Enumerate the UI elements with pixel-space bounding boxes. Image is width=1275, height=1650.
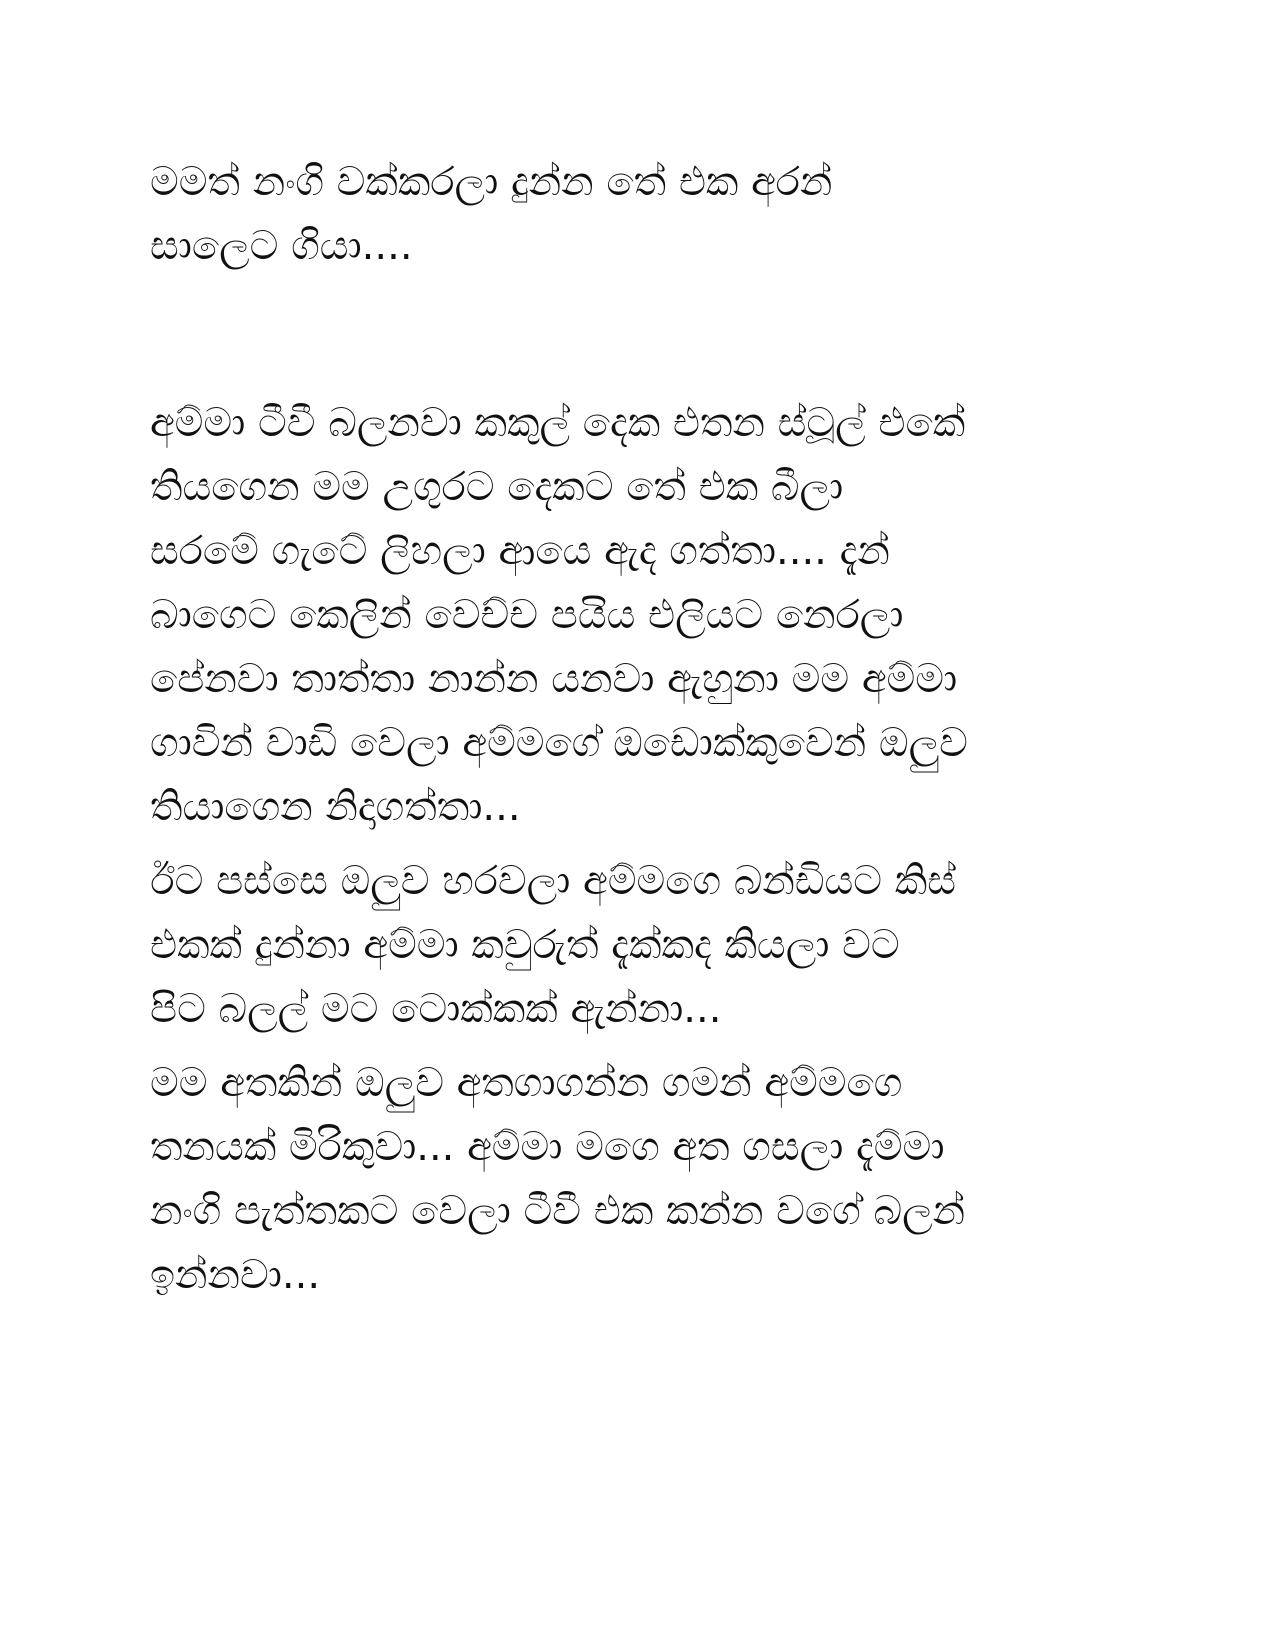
text-line: ඉන්නවා... xyxy=(150,1252,321,1298)
text-line: නංගි පැත්තකට වෙලා ටීවී එක කන්න වගේ බලන් xyxy=(150,1188,966,1234)
paragraph-2 xyxy=(150,391,1140,839)
text-line: මම අතකින් ඔලුව අතගාගන්න ගමන් අම්මගෙ xyxy=(150,1060,903,1106)
text-line: ගාවින් වාඩි වෙලා අම්මගේ ඔඩොක්කුවෙන් ඔලුව xyxy=(150,720,968,766)
text-line: මමත් නංගි වක්කරලා දුන්න තේ එක අරන් xyxy=(150,159,833,205)
text-line: සරමේ ගැටේ ලිහලා ආයෙ ඇද ගත්තා.... දැන් xyxy=(150,528,890,574)
text-line: ඊට පස්සෙ ඔලුව හරවලා අම්මගෙ බන්ඩියට කිස් xyxy=(150,858,956,904)
text-line: තියාගෙන නිදාගත්තා... xyxy=(150,784,521,830)
paragraph-1 xyxy=(150,150,1140,278)
paragraph-3 xyxy=(150,849,1140,1041)
text-line: තියගෙන මම උගුරට දෙකට තේ එක බීලා xyxy=(150,464,844,510)
text-line: එකක් දුන්නා අම්මා කවුරුත් දැක්කද කියලා වට xyxy=(150,922,900,968)
text-line: බාගෙට කෙලින් වෙච්ච පයිය එලියට නෙරලා xyxy=(150,592,904,638)
text-line: තනයක් මිරිකුවා... අම්මා මගෙ අත ගසලා දැම්මා xyxy=(150,1124,945,1170)
text-line: පේනවා තාත්තා නාන්න යනවා ඇහුනා මම අම්මා xyxy=(150,656,958,702)
text-line: පිට බලල් මට ටොක්කක් ඇන්නා... xyxy=(150,986,722,1032)
story-text xyxy=(150,150,1140,1307)
paragraph-4 xyxy=(150,1051,1140,1307)
text-line: අම්මා ටීවී බලනවා කකුල් දෙක එතන ස්ටූල් එකේ xyxy=(150,400,966,446)
text-line: සාලෙට ගියා.... xyxy=(150,223,413,269)
